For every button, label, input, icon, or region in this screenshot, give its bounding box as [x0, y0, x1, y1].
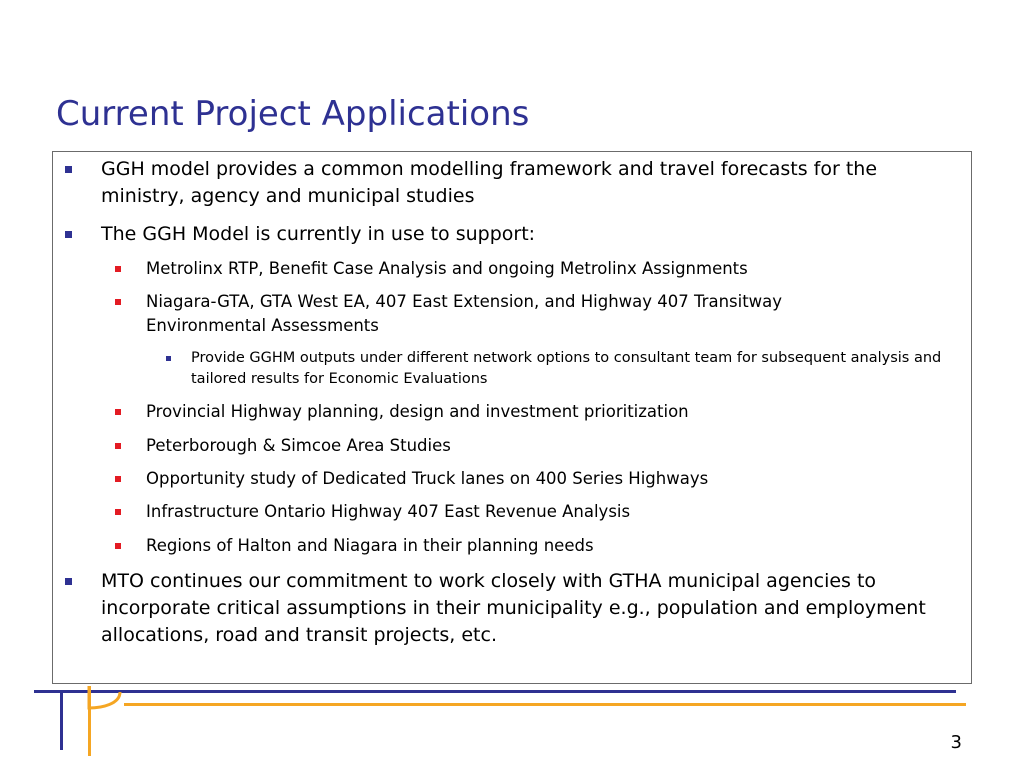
logo-curve	[86, 684, 126, 714]
list-item	[146, 434, 956, 458]
list-item	[146, 290, 906, 338]
list-item	[146, 400, 956, 424]
list-item	[146, 257, 956, 281]
list-item	[101, 221, 961, 248]
list-item	[146, 534, 956, 558]
bullet-text: GGH model provides a common modelling framework and travel forecasts for the ministry, agency and municipal studies	[101, 158, 878, 207]
list-item	[146, 500, 956, 524]
bullet-marker	[115, 476, 121, 482]
bullet-marker	[115, 266, 121, 272]
footer-line-blue	[34, 690, 956, 693]
bullet-marker	[65, 231, 72, 238]
bullet-text: Provide GGHM outputs under different network options to consultant team for subsequent analysis and tailored results for Economic Evaluations	[191, 350, 942, 387]
bullet-text: Opportunity study of Dedicated Truck lanes on 400 Series Highways	[146, 469, 709, 488]
bullet-marker	[65, 578, 72, 585]
bullet-text: Provincial Highway planning, design and investment prioritization	[146, 402, 689, 421]
bullet-marker	[115, 409, 121, 415]
footer-line-orange	[124, 703, 966, 706]
bullet-text: Infrastructure Ontario Highway 407 East Revenue Analysis	[146, 502, 631, 521]
bullet-text: The GGH Model is currently in use to support:	[101, 223, 536, 245]
bullet-text: Regions of Halton and Niagara in their planning needs	[146, 536, 594, 555]
bullet-text: Peterborough & Simcoe Area Studies	[146, 436, 451, 455]
bullet-marker	[115, 299, 121, 305]
logo-bar-blue	[60, 690, 63, 750]
bullet-marker	[65, 166, 72, 173]
list-item	[146, 467, 956, 491]
bullet-text: Niagara-GTA, GTA West EA, 407 East Extension, and Highway 407 Transitway Environmental Assessments	[146, 292, 783, 335]
list-item	[191, 348, 961, 390]
bullet-text: Metrolinx RTP, Benefit Case Analysis and ongoing Metrolinx Assignments	[146, 259, 748, 278]
list-item	[101, 568, 966, 649]
slide-title: Current Project Applications	[56, 94, 530, 134]
bullet-marker	[115, 443, 121, 449]
bullet-text: MTO continues our commitment to work closely with GTHA municipal agencies to incorporate critical assumptions in their municipality e.g., population and employment allocations, road and transit projects, etc.	[101, 570, 926, 646]
list-item	[101, 156, 961, 210]
bullet-marker	[115, 543, 121, 549]
bullet-marker	[166, 356, 171, 361]
page-number: 3	[950, 732, 962, 753]
bullet-marker	[115, 509, 121, 515]
content-box	[52, 151, 972, 684]
